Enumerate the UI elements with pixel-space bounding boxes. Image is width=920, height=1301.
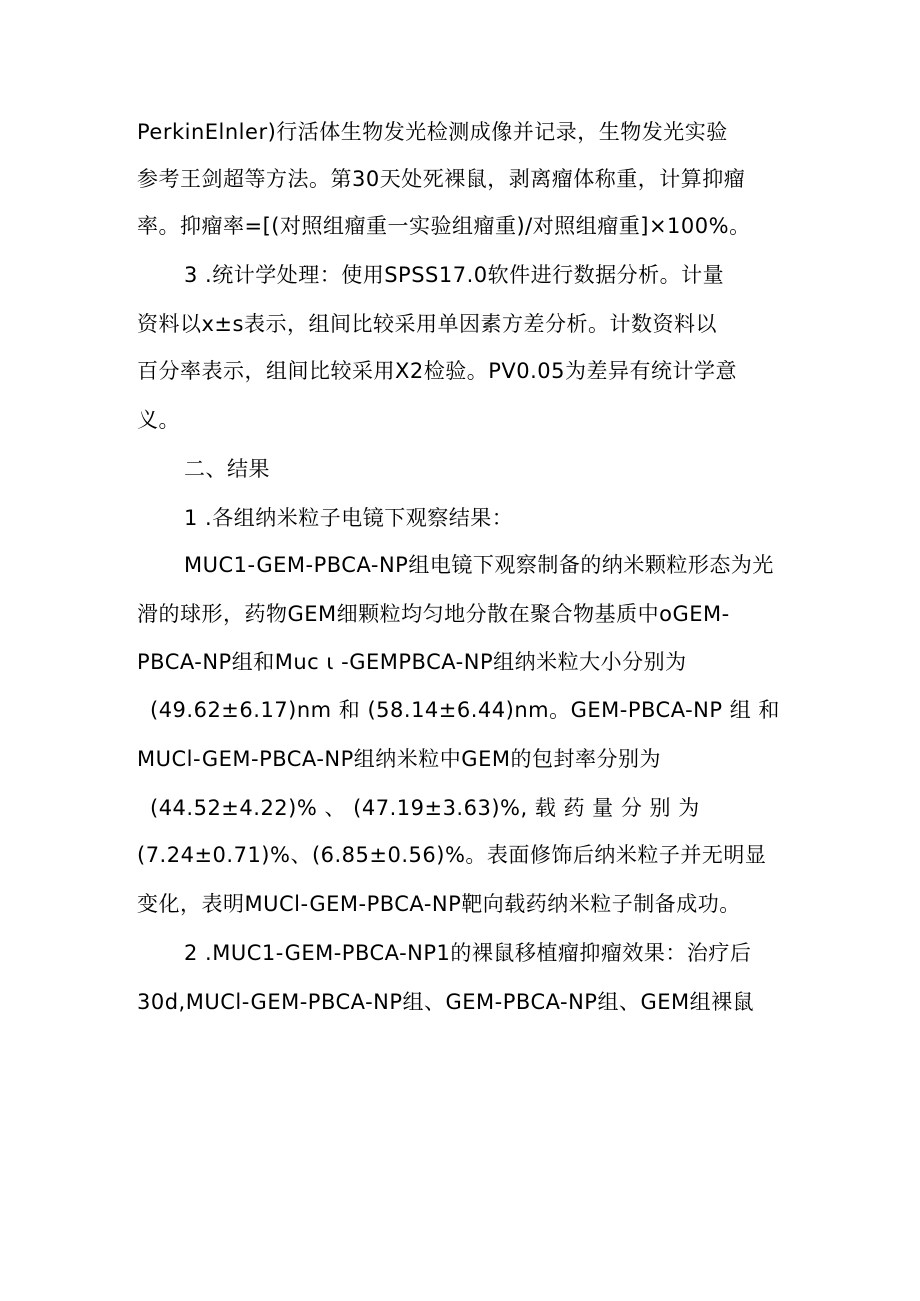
text-line: 3 .统计学处理：使用SPSS17.0软件进行数据分析。计量 xyxy=(184,263,725,287)
text-line: 30d,MUCl-GEM-PBCA-NP组、GEM-PBCA-NP组、GEM组裸鼠 xyxy=(137,990,755,1014)
text-line: 参考王剑超等方法。第30天处死裸鼠，剥离瘤体称重，计算抑瘤 xyxy=(137,167,746,191)
text-line: 变化，表明MUCl-GEM-PBCA-NP靶向载药纳米粒子制备成功。 xyxy=(137,892,741,916)
text-line: 1 .各组纳米粒子电镜下观察结果： xyxy=(184,506,514,530)
text-line: MUCl-GEM-PBCA-NP组纳米粒中GEM的包封率分别为 xyxy=(137,747,661,771)
text-line: PerkinElnler)行活体生物发光检测成像并记录，生物发光实验 xyxy=(137,120,728,144)
text-line: 滑的球形，药物GEM细颗粒均匀地分散在聚合物基质中oGEM- xyxy=(137,602,730,626)
text-line: MUC1-GEM-PBCA-NP组电镜下观察制备的纳米颗粒形态为光 xyxy=(184,553,774,577)
text-line: 2 .MUC1-GEM-PBCA-NP1的裸鼠移植瘤抑瘤效果：治疗后 xyxy=(184,941,752,965)
text-line: 资料以x±s表示，组间比较采用单因素方差分析。计数资料以 xyxy=(137,312,717,336)
section-heading: 二、结果 xyxy=(184,457,270,481)
text-line: (44.52±4.22)% 、 (47.19±3.63)%, 载 药 量 分 别 为 xyxy=(150,796,700,820)
text-line: 义。 xyxy=(137,408,180,432)
text-line: 百分率表示，组间比较采用X2检验。PV0.05为差异有统计学意 xyxy=(137,359,738,383)
text-line: (7.24±0.71)%、(6.85±0.56)%。表面修饰后纳米粒子并无明显 xyxy=(137,843,767,867)
text-line: (49.62±6.17)nm 和 (58.14±6.44)nm。GEM-PBCA-NP 组 和 xyxy=(150,698,780,722)
text-line: 率。抑瘤率=[(对照组瘤重一实验组瘤重)/对照组瘤重]×100%。 xyxy=(137,214,751,238)
text-line: PBCA-NP组和Muc ι -GEMPBCA-NP组纳米粒大小分别为 xyxy=(137,650,687,674)
